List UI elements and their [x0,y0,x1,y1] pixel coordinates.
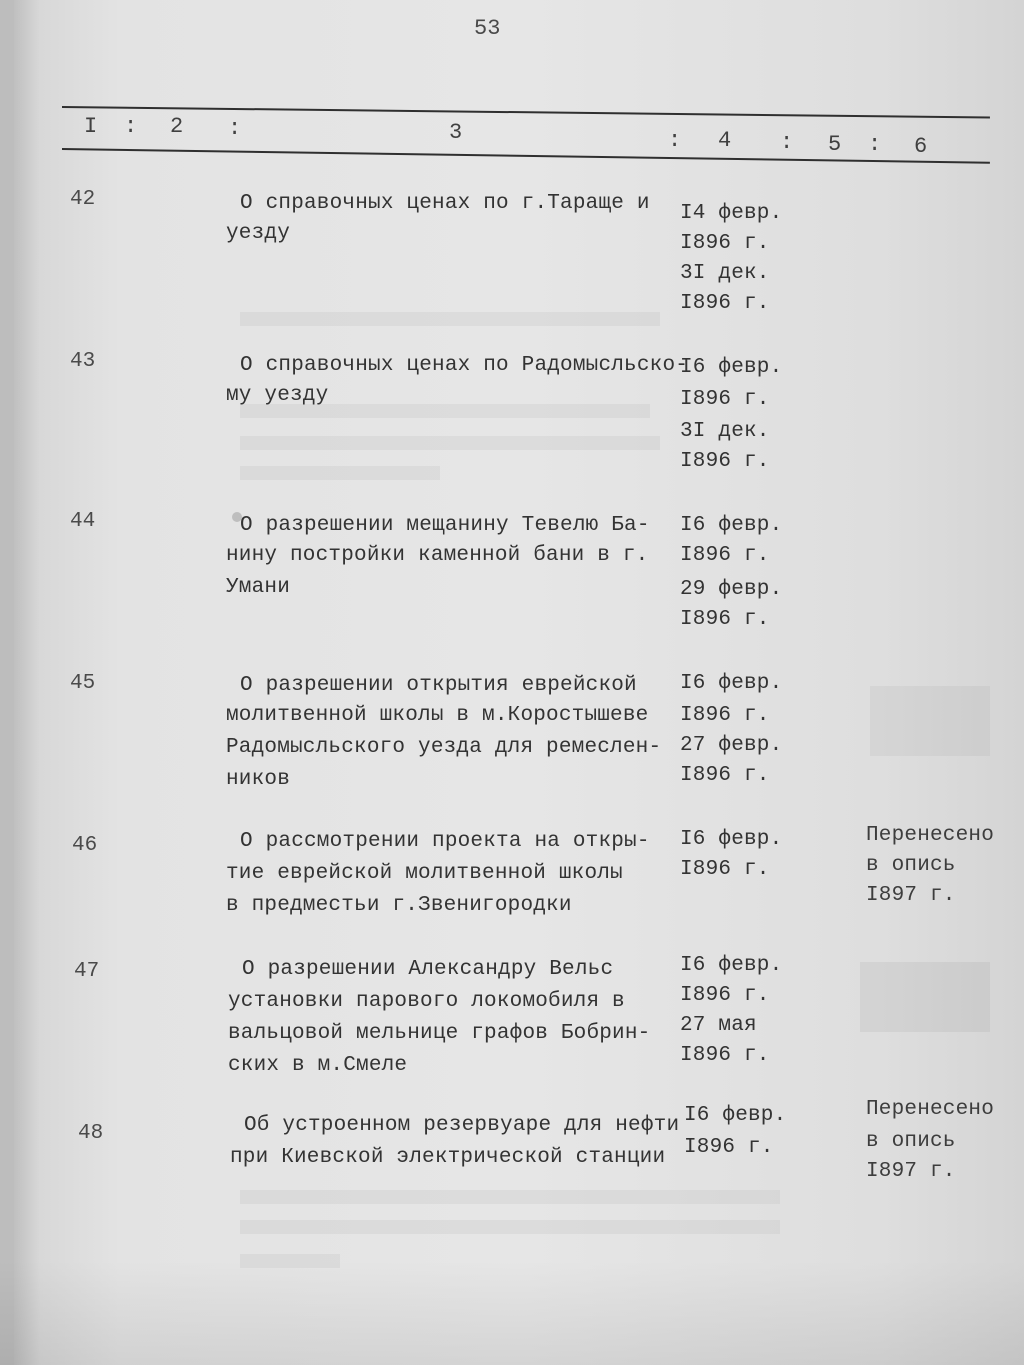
header-col-5: 5 [828,132,842,157]
header-col-3: 3 [449,120,463,145]
bleed-through-mark [870,686,990,756]
row-date-line: I896 г. [680,450,770,473]
row-note-line: I897 г. [866,884,956,907]
bleed-through-mark [240,1220,780,1234]
row-title-line: Об устроенном резервуаре для нефти [244,1114,680,1137]
row-date-line: 27 мая [680,1014,757,1037]
page-number: 53 [474,16,501,41]
header-col-6: 6 [914,134,928,159]
row-date-line: I896 г. [680,292,770,315]
bleed-through-mark [240,466,440,480]
row-number: 46 [72,834,98,857]
row-date-line: I6 февр. [680,828,783,851]
header-col-2: 2 [170,114,184,139]
row-title-line: ских в м.Смеле [228,1054,408,1077]
bleed-through-mark [860,962,990,1032]
row-date-line: I896 г. [680,1044,770,1067]
header-separator: : [780,130,794,155]
bleed-through-mark [240,436,660,450]
row-date-line: 3I дек. [680,420,770,443]
row-title-line: в предместьи г.Звенигородки [226,894,572,917]
row-number: 43 [70,350,96,373]
row-title-line: Умани [226,576,291,599]
row-number: 44 [70,510,96,533]
page-bottom-shadow [0,1260,1024,1365]
row-date-line: I6 февр. [680,672,783,695]
row-note-line: в опись [866,1130,956,1153]
row-date-line: I896 г. [680,232,770,255]
page-spine-shadow [0,0,14,1365]
row-note-line: Перенесено [866,824,995,847]
row-date-line: I896 г. [680,544,770,567]
row-date-line: I6 февр. [680,514,783,537]
row-title-line: установки парового локомобиля в [228,990,625,1013]
row-date-line: 29 февр. [680,578,783,601]
row-date-line: I896 г. [680,388,770,411]
row-date-line: I896 г. [680,764,770,787]
header-separator: : [868,132,882,157]
row-title-line: при Киевской электрической станции [230,1146,666,1169]
header-separator: : [228,116,242,141]
row-title-line: молитвенной школы в м.Коростышеве [226,704,649,727]
header-col-1: I [84,114,98,139]
bleed-through-mark [240,312,660,326]
row-date-line: I896 г. [680,858,770,881]
row-number: 48 [78,1122,104,1145]
row-title-line: О справочных ценах по Радомысльско- [240,354,689,377]
row-note-line: в опись [866,854,956,877]
bleed-through-mark [240,1254,340,1268]
row-date-line: 27 февр. [680,734,783,757]
header-separator: : [124,114,138,139]
row-title-line: О разрешении Александру Вельс [242,958,614,981]
row-title-line: О разрешении мещанину Тевелю Ба- [240,514,650,537]
row-note-line: Перенесено [866,1098,995,1121]
row-date-line: I4 февр. [680,202,783,225]
row-title-line: нину постройки каменной бани в г. [226,544,649,567]
row-date-line: I896 г. [680,608,770,631]
row-date-line: I6 февр. [680,954,783,977]
row-title-line: Радомысльского уезда для ремеслен- [226,736,662,759]
header-top-rule [62,106,990,119]
header-col-4: 4 [718,128,732,153]
row-number: 42 [70,188,96,211]
row-title-line: ников [226,768,291,791]
row-title-line: О справочных ценах по г.Тараще и [240,192,650,215]
row-date-line: I896 г. [680,704,770,727]
row-title-line: О рассмотрении проекта на откры- [240,830,650,853]
row-number: 47 [74,960,100,983]
row-title-line: тие еврейской молитвенной школы [226,862,623,885]
header-bottom-rule [62,148,990,164]
bleed-through-mark [240,1190,780,1204]
row-title-line: му уезду [226,384,329,407]
row-date-line: I896 г. [680,984,770,1007]
row-note-line: I897 г. [866,1160,956,1183]
row-date-line: I6 февр. [684,1104,787,1127]
row-title-line: О разрешении открытия еврейской [240,674,637,697]
header-separator: : [668,128,682,153]
row-title-line: уезду [226,222,291,245]
row-date-line: I896 г. [684,1136,774,1159]
row-title-line: вальцовой мельнице графов Бобрин- [228,1022,651,1045]
row-date-line: 3I дек. [680,262,770,285]
row-number: 45 [70,672,96,695]
row-date-line: I6 февр. [680,356,783,379]
